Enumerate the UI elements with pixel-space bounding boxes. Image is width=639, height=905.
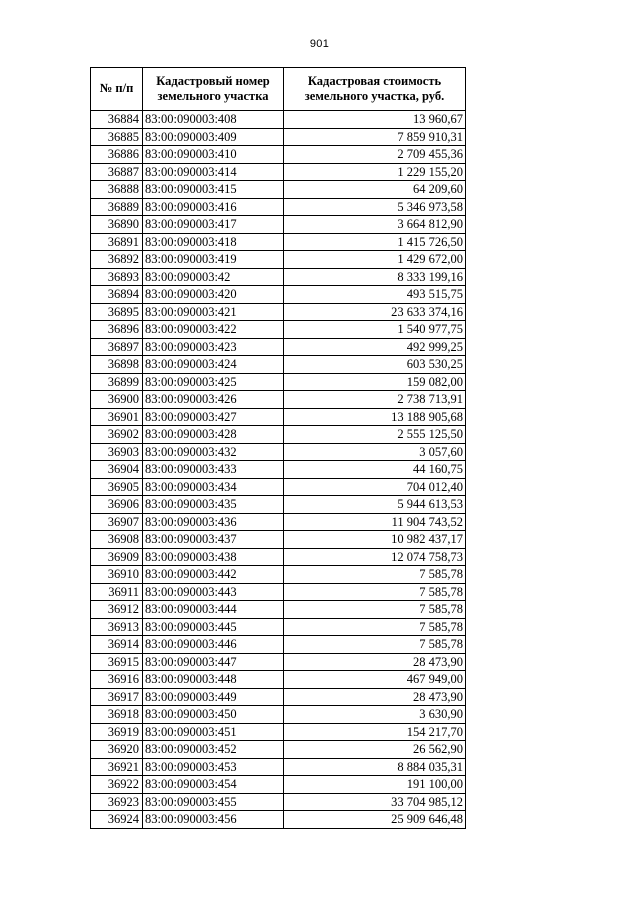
- cadastral-value-cell: 1 429 672,00: [284, 251, 466, 269]
- header-row: [91, 68, 466, 111]
- cadastral-value-cell: 7 859 910,31: [284, 128, 466, 146]
- row-number-cell: 36887: [91, 163, 143, 181]
- table-row: [91, 461, 466, 479]
- table-row: [91, 496, 466, 514]
- cadastral-number-cell: 83:00:090003:425: [143, 373, 284, 391]
- row-number-cell: 36907: [91, 513, 143, 531]
- table-row: [91, 286, 466, 304]
- table-header: [91, 68, 466, 111]
- cadastral-number-cell: 83:00:090003:445: [143, 618, 284, 636]
- cadastral-value-cell: 2 709 455,36: [284, 146, 466, 164]
- cadastral-number-cell: 83:00:090003:410: [143, 146, 284, 164]
- header-row-number: № п/п: [91, 68, 143, 111]
- cadastral-number-cell: 83:00:090003:443: [143, 583, 284, 601]
- row-number-cell: 36904: [91, 461, 143, 479]
- cadastral-number-cell: 83:00:090003:42: [143, 268, 284, 286]
- cadastral-value-cell: 10 982 437,17: [284, 531, 466, 549]
- cadastral-value-cell: 26 562,90: [284, 741, 466, 759]
- cadastral-number-cell: 83:00:090003:424: [143, 356, 284, 374]
- row-number-cell: 36905: [91, 478, 143, 496]
- row-number-cell: 36912: [91, 601, 143, 619]
- table-row: [91, 356, 466, 374]
- cadastral-number-cell: 83:00:090003:434: [143, 478, 284, 496]
- page-number: 901: [309, 38, 330, 50]
- row-number-cell: 36917: [91, 688, 143, 706]
- cadastral-value-cell: 11 904 743,52: [284, 513, 466, 531]
- cadastral-number-cell: 83:00:090003:423: [143, 338, 284, 356]
- table-row: [91, 233, 466, 251]
- header-cadastral-number: Кадастровый номер земельного участка: [143, 68, 284, 111]
- table-row: [91, 566, 466, 584]
- cadastral-number-cell: 83:00:090003:415: [143, 181, 284, 199]
- cadastral-value-cell: 3 630,90: [284, 706, 466, 724]
- cadastral-value-cell: 467 949,00: [284, 671, 466, 689]
- row-number-cell: 36897: [91, 338, 143, 356]
- cadastral-number-cell: 83:00:090003:448: [143, 671, 284, 689]
- row-number-cell: 36900: [91, 391, 143, 409]
- row-number-cell: 36891: [91, 233, 143, 251]
- row-number-cell: 36903: [91, 443, 143, 461]
- cadastral-value-cell: 8 884 035,31: [284, 758, 466, 776]
- row-number-cell: 36910: [91, 566, 143, 584]
- table-row: [91, 531, 466, 549]
- cadastral-number-cell: 83:00:090003:416: [143, 198, 284, 216]
- table-row: [91, 793, 466, 811]
- cadastral-value-cell: 704 012,40: [284, 478, 466, 496]
- cadastral-number-cell: 83:00:090003:447: [143, 653, 284, 671]
- row-number-cell: 36898: [91, 356, 143, 374]
- cadastral-number-cell: 83:00:090003:422: [143, 321, 284, 339]
- table-row: [91, 146, 466, 164]
- cadastral-number-cell: 83:00:090003:418: [143, 233, 284, 251]
- cadastral-number-cell: 83:00:090003:435: [143, 496, 284, 514]
- cadastral-value-cell: 1 540 977,75: [284, 321, 466, 339]
- table-row: [91, 706, 466, 724]
- table-row: [91, 391, 466, 409]
- row-number-cell: 36896: [91, 321, 143, 339]
- row-number-cell: 36895: [91, 303, 143, 321]
- table-row: [91, 268, 466, 286]
- table-row: [91, 513, 466, 531]
- cadastral-value-cell: 7 585,78: [284, 601, 466, 619]
- row-number-cell: 36901: [91, 408, 143, 426]
- table-row: [91, 216, 466, 234]
- cadastral-value-table: [90, 67, 466, 829]
- cadastral-value-cell: 33 704 985,12: [284, 793, 466, 811]
- table-row: [91, 408, 466, 426]
- row-number-cell: 36899: [91, 373, 143, 391]
- cadastral-number-cell: 83:00:090003:426: [143, 391, 284, 409]
- table-row: [91, 338, 466, 356]
- cadastral-number-cell: 83:00:090003:417: [143, 216, 284, 234]
- row-number-cell: 36915: [91, 653, 143, 671]
- table-row: [91, 181, 466, 199]
- cadastral-value-cell: 28 473,90: [284, 688, 466, 706]
- row-number-cell: 36885: [91, 128, 143, 146]
- cadastral-number-cell: 83:00:090003:432: [143, 443, 284, 461]
- row-number-cell: 36888: [91, 181, 143, 199]
- cadastral-value-cell: 28 473,90: [284, 653, 466, 671]
- row-number-cell: 36918: [91, 706, 143, 724]
- row-number-cell: 36884: [91, 111, 143, 129]
- row-number-cell: 36911: [91, 583, 143, 601]
- cadastral-number-cell: 83:00:090003:420: [143, 286, 284, 304]
- row-number-cell: 36909: [91, 548, 143, 566]
- table-row: [91, 251, 466, 269]
- cadastral-value-cell: 159 082,00: [284, 373, 466, 391]
- cadastral-number-cell: 83:00:090003:452: [143, 741, 284, 759]
- table-row: [91, 373, 466, 391]
- table-row: [91, 426, 466, 444]
- table-row: [91, 321, 466, 339]
- table-row: [91, 618, 466, 636]
- row-number-cell: 36913: [91, 618, 143, 636]
- row-number-cell: 36889: [91, 198, 143, 216]
- row-number-cell: 36894: [91, 286, 143, 304]
- cadastral-number-cell: 83:00:090003:409: [143, 128, 284, 146]
- cadastral-value-cell: 5 346 973,58: [284, 198, 466, 216]
- cadastral-value-cell: 191 100,00: [284, 776, 466, 794]
- table-row: [91, 163, 466, 181]
- cadastral-value-cell: 493 515,75: [284, 286, 466, 304]
- row-number-cell: 36922: [91, 776, 143, 794]
- table-row: [91, 671, 466, 689]
- cadastral-number-cell: 83:00:090003:414: [143, 163, 284, 181]
- cadastral-value-cell: 23 633 374,16: [284, 303, 466, 321]
- table-row: [91, 583, 466, 601]
- cadastral-value-cell: 8 333 199,16: [284, 268, 466, 286]
- cadastral-number-cell: 83:00:090003:451: [143, 723, 284, 741]
- cadastral-number-cell: 83:00:090003:444: [143, 601, 284, 619]
- table-row: [91, 723, 466, 741]
- row-number-cell: 36914: [91, 636, 143, 654]
- row-number-cell: 36916: [91, 671, 143, 689]
- cadastral-number-cell: 83:00:090003:453: [143, 758, 284, 776]
- table-row: [91, 741, 466, 759]
- cadastral-number-cell: 83:00:090003:454: [143, 776, 284, 794]
- cadastral-value-cell: 12 074 758,73: [284, 548, 466, 566]
- table-row: [91, 601, 466, 619]
- row-number-cell: 36920: [91, 741, 143, 759]
- row-number-cell: 36919: [91, 723, 143, 741]
- cadastral-value-cell: 7 585,78: [284, 566, 466, 584]
- cadastral-number-cell: 83:00:090003:442: [143, 566, 284, 584]
- row-number-cell: 36906: [91, 496, 143, 514]
- cadastral-value-cell: 3 057,60: [284, 443, 466, 461]
- cadastral-number-cell: 83:00:090003:449: [143, 688, 284, 706]
- cadastral-value-cell: 7 585,78: [284, 583, 466, 601]
- cadastral-number-cell: 83:00:090003:450: [143, 706, 284, 724]
- cadastral-value-cell: 25 909 646,48: [284, 811, 466, 829]
- cadastral-value-cell: 7 585,78: [284, 618, 466, 636]
- cadastral-number-cell: 83:00:090003:433: [143, 461, 284, 479]
- table-row: [91, 758, 466, 776]
- cadastral-number-cell: 83:00:090003:419: [143, 251, 284, 269]
- cadastral-value-cell: 13 960,67: [284, 111, 466, 129]
- cadastral-value-cell: 492 999,25: [284, 338, 466, 356]
- row-number-cell: 36924: [91, 811, 143, 829]
- cadastral-value-cell: 1 229 155,20: [284, 163, 466, 181]
- cadastral-value-cell: 154 217,70: [284, 723, 466, 741]
- cadastral-value-cell: 1 415 726,50: [284, 233, 466, 251]
- cadastral-number-cell: 83:00:090003:456: [143, 811, 284, 829]
- header-cadastral-value: Кадастровая стоимость земельного участка, руб.: [284, 68, 466, 111]
- cadastral-value-cell: 3 664 812,90: [284, 216, 466, 234]
- table-row: [91, 688, 466, 706]
- cadastral-number-cell: 83:00:090003:436: [143, 513, 284, 531]
- row-number-cell: 36892: [91, 251, 143, 269]
- cadastral-number-cell: 83:00:090003:438: [143, 548, 284, 566]
- table-row: [91, 443, 466, 461]
- table-body: [91, 111, 466, 829]
- cadastral-value-cell: 7 585,78: [284, 636, 466, 654]
- table-row: [91, 653, 466, 671]
- cadastral-value-cell: 603 530,25: [284, 356, 466, 374]
- row-number-cell: 36921: [91, 758, 143, 776]
- table-row: [91, 776, 466, 794]
- table-row: [91, 811, 466, 829]
- cadastral-number-cell: 83:00:090003:437: [143, 531, 284, 549]
- cadastral-number-cell: 83:00:090003:408: [143, 111, 284, 129]
- cadastral-number-cell: 83:00:090003:428: [143, 426, 284, 444]
- table-row: [91, 303, 466, 321]
- cadastral-value-cell: 44 160,75: [284, 461, 466, 479]
- row-number-cell: 36893: [91, 268, 143, 286]
- cadastral-value-cell: 2 555 125,50: [284, 426, 466, 444]
- table-row: [91, 198, 466, 216]
- row-number-cell: 36886: [91, 146, 143, 164]
- cadastral-value-cell: 2 738 713,91: [284, 391, 466, 409]
- row-number-cell: 36890: [91, 216, 143, 234]
- cadastral-value-cell: 5 944 613,53: [284, 496, 466, 514]
- table-row: [91, 111, 466, 129]
- cadastral-value-cell: 13 188 905,68: [284, 408, 466, 426]
- table-row: [91, 128, 466, 146]
- cadastral-number-cell: 83:00:090003:421: [143, 303, 284, 321]
- table-row: [91, 478, 466, 496]
- cadastral-number-cell: 83:00:090003:455: [143, 793, 284, 811]
- cadastral-number-cell: 83:00:090003:446: [143, 636, 284, 654]
- cadastral-value-cell: 64 209,60: [284, 181, 466, 199]
- row-number-cell: 36908: [91, 531, 143, 549]
- table-row: [91, 636, 466, 654]
- cadastral-number-cell: 83:00:090003:427: [143, 408, 284, 426]
- table-row: [91, 548, 466, 566]
- row-number-cell: 36923: [91, 793, 143, 811]
- row-number-cell: 36902: [91, 426, 143, 444]
